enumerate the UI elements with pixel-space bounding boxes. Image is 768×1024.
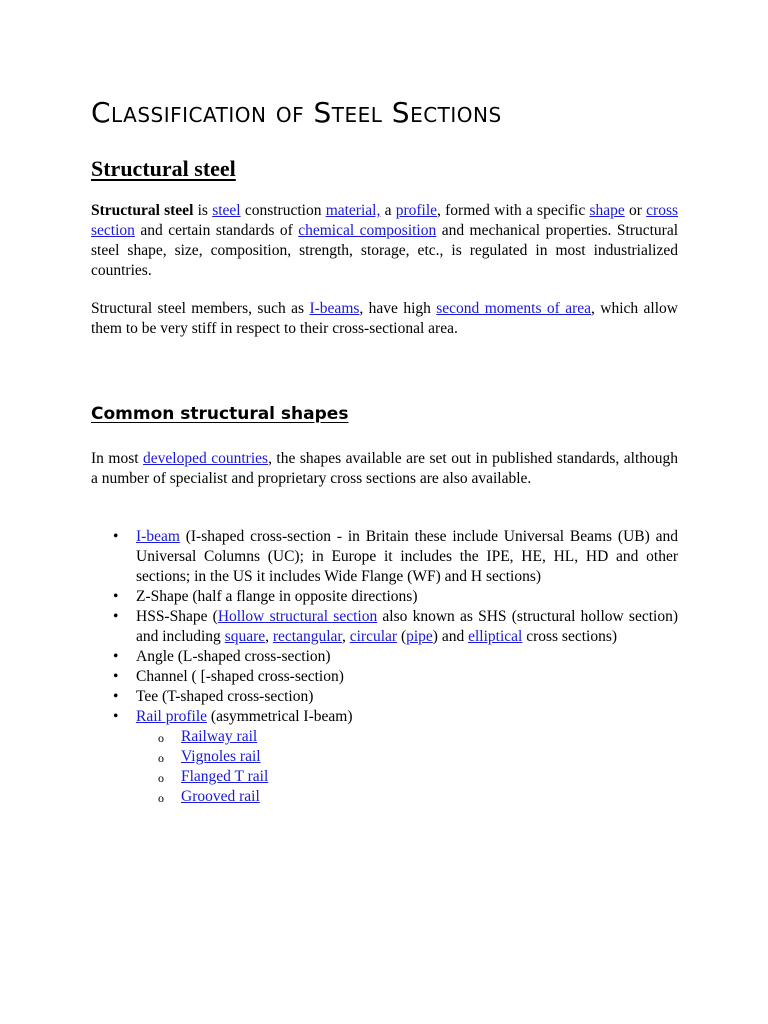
sublist-item — [136, 727, 678, 747]
text: also known as SHS (structural hollow section) and including — [136, 608, 678, 645]
text: , the shapes available are set out in published standards, although a number of specialist and proprietary cross sections are also available. — [91, 450, 678, 487]
list-item-rail-profile — [91, 707, 678, 807]
section-heading-common-shapes: Common structural shapes — [91, 404, 349, 424]
link-hollow-structural-section[interactable]: Hollow structural section — [217, 608, 378, 625]
text: and mechanical properties. Structural steel shape, size, composition, strength, storage, etc., is regulated in most industrialized countries. — [91, 222, 679, 279]
list-item-angle: • Angle (L-shaped cross-section) — [91, 647, 678, 667]
link-i-beam[interactable]: I-beam — [136, 528, 180, 545]
section-heading-structural-steel: Structural steel — [91, 156, 236, 181]
text: , — [341, 628, 350, 645]
sublist-item — [136, 747, 678, 767]
link-developed-countries[interactable]: developed countries — [143, 450, 269, 467]
paragraph-common-shapes-intro — [91, 449, 678, 489]
text: or — [624, 202, 647, 219]
text: is — [193, 202, 213, 219]
list-item-hss-shape — [91, 607, 678, 647]
text: (I-shaped cross-section - in Britain these include Universal Beams (UB) and Universal Columns (UC); in Europe it includes the IPE, HE, HL, HD and other sections; in the US it includes Wide Flange (WF) and H sections) — [136, 528, 678, 585]
sublist-item — [136, 787, 678, 807]
paragraph-structural-steel-members — [91, 299, 678, 339]
list-item-i-beam — [91, 527, 678, 587]
link-grooved-rail[interactable]: Grooved rail — [181, 788, 260, 805]
text: (asymmetrical I-beam) — [207, 708, 353, 725]
text: , — [265, 628, 273, 645]
link-square[interactable]: square — [224, 628, 266, 645]
text: , formed with a specific — [437, 202, 590, 219]
link-second-moments-of-area[interactable]: second moments of area — [436, 300, 592, 317]
text: ) and — [432, 628, 469, 645]
list-item-z-shape: • Z-Shape (half a flange in opposite directions) — [91, 587, 678, 607]
link-chemical-composition[interactable]: chemical composition — [298, 222, 437, 239]
text: construction — [240, 202, 326, 219]
link-pipe[interactable]: pipe — [406, 628, 433, 645]
text: In most — [91, 450, 144, 467]
text: , have high — [359, 300, 437, 317]
text: ( — [397, 628, 407, 645]
text: and certain standards of — [134, 222, 299, 239]
text: a — [380, 202, 396, 219]
document-title: Classification of Steel Sections — [91, 96, 502, 129]
bold-term: Structural steel — [91, 202, 194, 219]
text: Structural steel members, such as — [91, 300, 310, 317]
link-vignoles-rail[interactable]: Vignoles rail — [181, 748, 261, 765]
sublist-item — [136, 767, 678, 787]
paragraph-structural-steel-definition — [91, 201, 678, 281]
link-steel[interactable]: steel — [212, 202, 241, 219]
link-railway-rail[interactable]: Railway rail — [181, 728, 258, 745]
link-i-beams[interactable]: I-beams — [309, 300, 360, 317]
link-cross-section[interactable]: cross section — [91, 202, 679, 239]
shapes-list — [91, 527, 678, 807]
text: cross sections) — [522, 628, 618, 645]
link-material[interactable]: material, — [325, 202, 381, 219]
link-flanged-t-rail[interactable]: Flanged T rail — [181, 768, 269, 785]
list-item-tee: • Tee (T-shaped cross-section) — [91, 687, 678, 707]
link-shape[interactable]: shape — [589, 202, 625, 219]
link-rectangular[interactable]: rectangular — [272, 628, 342, 645]
list-item-channel: • Channel ( [-shaped cross-section) — [91, 667, 678, 687]
link-elliptical[interactable]: elliptical — [468, 628, 523, 645]
rail-sublist — [136, 727, 678, 807]
link-rail-profile[interactable]: Rail profile — [136, 708, 208, 725]
link-circular[interactable]: circular — [349, 628, 398, 645]
text: , which allow them to be very stiff in respect to their cross-sectional area. — [91, 300, 678, 337]
link-profile[interactable]: profile — [395, 202, 438, 219]
text: HSS-Shape ( — [136, 608, 218, 625]
